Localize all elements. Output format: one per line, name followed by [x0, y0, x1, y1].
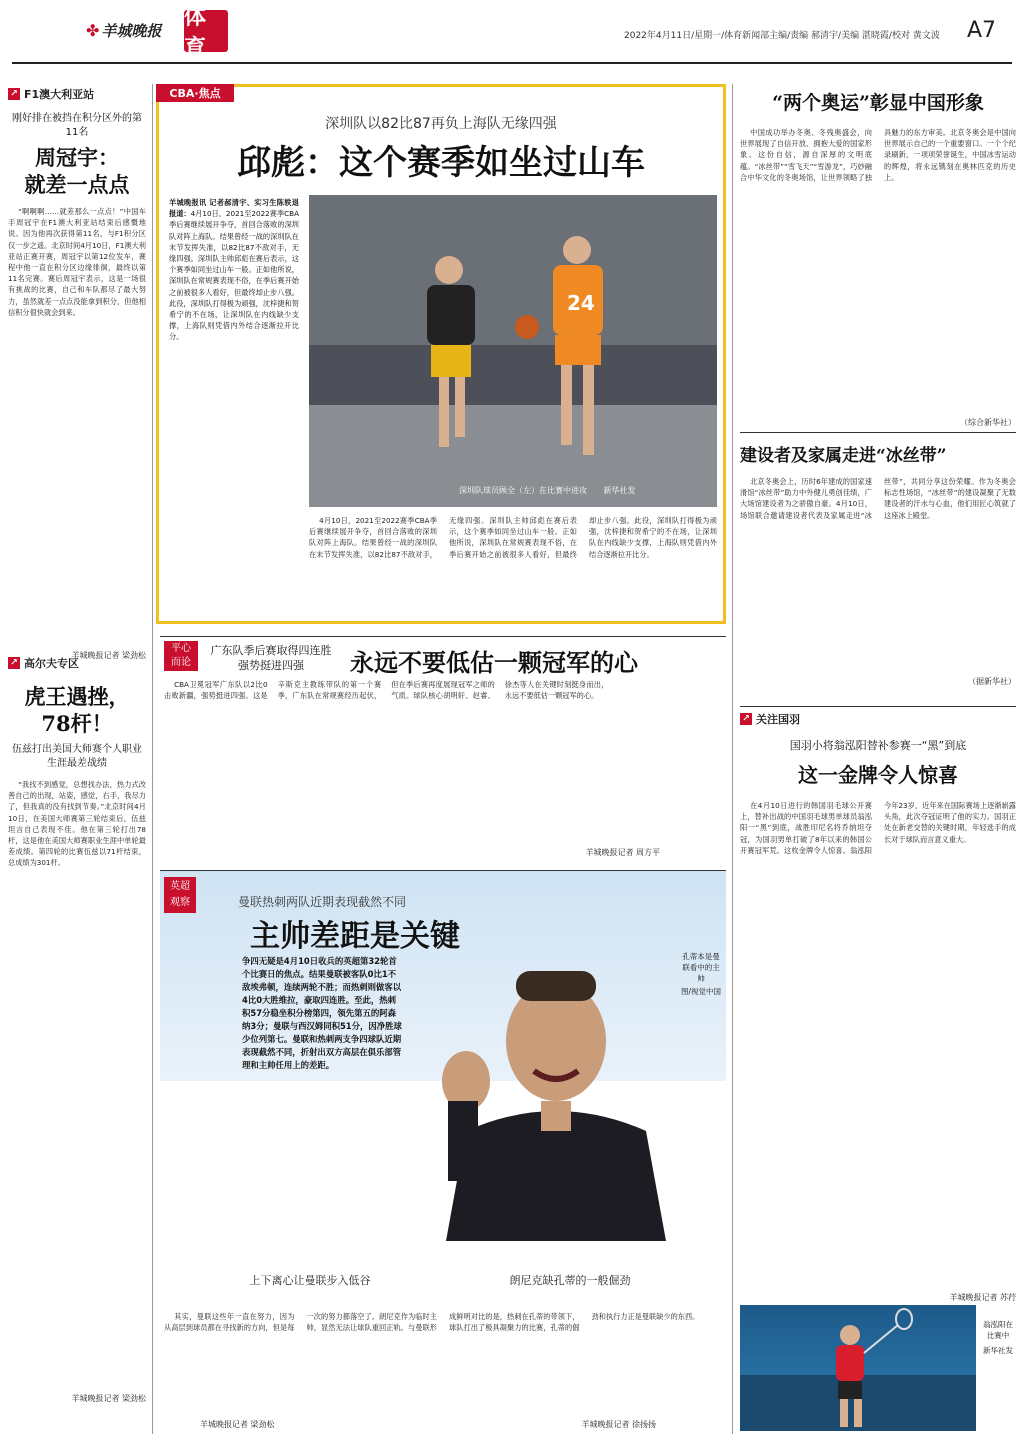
epl-kicker: 曼联热刺两队近期表现截然不同: [238, 895, 407, 909]
badminton-section-label: ↗ 关注国羽: [740, 711, 1016, 727]
golf-article: [8, 655, 146, 1430]
f1-byline: 羊城晚报记者 梁劲松: [71, 651, 146, 660]
cba-tag: CBA·焦点: [156, 84, 234, 102]
section-arrow-icon: ↗: [740, 713, 752, 725]
epl-tag: 英超 观察: [164, 877, 196, 913]
newspaper-logo: [86, 20, 161, 41]
olympics-body: 中国成功举办冬奥、冬残奥盛会，向世界展现了自信开放、拥抱大爱的国家形象。这份自信，源自深厚的文明底蕴。“冰丝带”“雪飞天”“雪游龙”，巧妙融合中华文化的冬奥场馆，让世界领略了独具魅力的东方审美。北京冬奥会是中国向世界展示自己的一个重要窗口。一个个纪录刷新，一项项荣誉诞生，中国冰雪运动的辉煌，将永远镌刻在奥林匹克的历史上。: [740, 128, 1016, 182]
epl-lead: 争四无疑是4月10日收兵的英超第32轮首个比赛日的焦点。结果曼联被客队0比1不敌埃弗顿，连续两轮不胜；而热刺则做客以4比0大胜维拉，豪取四连胜。至此，热刺积57分稳坐积分榜第四，领先第五的阿森纳3分；曼联与西汉姆同积51分，因净胜球少位列第七。曼联和热刺两支争四球队近期表现截然不同，折射出双方高层在俱乐部管理和主帅任用上的差距。: [242, 956, 402, 1070]
never-kicker: 广东队季后赛取得四连胜强势挺进四强: [210, 644, 332, 672]
golf-section-label: ↗ 高尔夫专区: [8, 655, 146, 671]
badminton-byline: 羊城晚报记者 苏荇: [949, 1293, 1016, 1302]
epl-headline: 主帅差距是关键: [250, 919, 460, 954]
page-info: 2022年4月11日/星期一/体育新闻部主编/责编 郝清宇/美编 湛晓霞/校对 黄文波: [624, 31, 940, 41]
never-byline: 羊城晚报记者 周方平: [585, 848, 660, 857]
builders-body: 北京冬奥会上，历时6年建成的国家速滑馆“冰丝带”助力中外健儿勇创佳绩，广大场馆建设者为之骄傲自豪。4月10日，场馆联合邀请建设者代表及家属走进“冰丝带”，共同分享这份荣耀。作为冬奥会标志性场馆，“冰丝带”的建设凝聚了无数建设者的汗水与心血，他们用匠心筑就了这座冰上殿堂。: [740, 477, 1016, 520]
cba-body: 4月10日，2021至2022赛季CBA季后赛继续展开争夺，首回合落败的深圳队对阵上海队。结果曾经一战的深圳队在末节发挥失准，以82比87不敌对手，无缘四强。深圳队主帅邱彪在赛后表示，这个赛季如同坐过山车一般。正如他所说，深圳队在常规赛表现不俗，在季后赛开始之前被很多人看好，但最终却止步八强。此役，深圳队打得极为顽强，沈梓捷和贺希宁的不在场，让深圳队在内线缺少支撑，上海队则凭借内外结合逐渐拉开比分。: [309, 516, 717, 559]
olympics-headline: “两个奥运”彰显中国形象: [772, 92, 984, 114]
f1-body: “啊啊啊……就差那么一点点！”中国车手周冠宇在F1澳大利亚站结束后感慨地说。因为他再次获得第11名，与F1积分区仅一步之遥。北京时间4月10日，F1澳大利亚站正赛开赛，周冠宇以第12位发车，赛程中他一直在积分区边缘徘徊，最终以第11名完赛。赛后周冠宇表示，这是一场很有挑战的比赛，自己和车队都尽了最大努力，虽然就差一点点没能拿到积分，但他相信积分很快就会到来。: [8, 207, 146, 317]
epl-subhead-1: 上下离心让曼联步入低谷: [249, 1274, 371, 1287]
badminton-photo: [740, 1305, 976, 1431]
badminton-body: 在4月10日进行的韩国羽毛球公开赛上，替补出战的中国羽毛球男单球员翁泓阳一“黑”到底，战胜印尼名将乔纳坦夺冠，为国羽男单打破了8年以来的韩国公开赛冠军荒。这枚金牌令人惊喜。翁泓阳今年23岁，近年来在国际赛场上逐渐崭露头角，此次夺冠证明了他的实力。国羽正处在新老交替的关键时期，年轻选手的成长对于球队而言意义重大。: [740, 801, 1016, 855]
coach-image: [406, 931, 676, 1241]
epl-photo: [406, 931, 676, 1241]
cba-body-start: 4月10日，2021至2022赛季CBA季后赛继续展开争夺，首回合落败的深圳队对阵上海队。结果曾经一战的深圳队在末节发挥失准，以82比87不敌对手，无缘四强。深圳队主帅邱彪在赛后表示，这个赛季如同坐过山车一般。正如他所说，深圳队在常规赛表现不俗，在季后赛开始之前被很多人看好，但最终却止步八强。此役，深圳队打得极为顽强，沈梓捷和贺希宁的不在场，让深圳队在内线缺少支撑，上海队则凭借内外结合逐渐拉开比分。: [169, 209, 299, 342]
olympics-byline: （综合新华社）: [960, 418, 1016, 427]
epl-article: [160, 870, 726, 1435]
section-title: 体育: [184, 10, 228, 52]
badminton-photo-caption: 翁泓阳在比赛中 新华社发: [983, 1320, 1013, 1355]
page-number: A7: [967, 18, 997, 43]
badminton-kicker: 国羽小将翁泓阳替补参赛一“黑”到底: [789, 739, 967, 752]
masthead-rule: [12, 62, 1012, 64]
badminton-player-image: [740, 1305, 976, 1431]
golf-byline: 羊城晚报记者 梁劲松: [71, 1394, 146, 1403]
never-article: [160, 636, 726, 866]
f1-kicker: 刚好排在被挡在积分区外的第11名: [12, 113, 142, 138]
olympics-article: [740, 84, 1016, 427]
cba-kicker: 深圳队以82比87再负上海队无缘四强: [325, 116, 557, 132]
logo-text: 羊城晚报: [101, 22, 162, 40]
cba-lead-bold: 羊城晚报讯 记者郝清宇、实习生陈轶退报道：: [169, 198, 299, 219]
golf-headline: 虎王遇挫， 78杆！: [24, 684, 130, 736]
epl-subhead-2: 朗尼克缺孔蒂的一般倔劲: [509, 1274, 631, 1287]
basketball-players-image: [309, 195, 717, 507]
masthead: [12, 4, 1012, 76]
epl-body: 其实，曼联这些年一直在努力，因为从高层到球员都在寻找新的方向，但是每一次的努力都落空了。朗尼克作为临时主帅，显然无法让球队重回正轨。与曼联形成鲜明对比的是，热刺在孔蒂的带领下，球队打出了极具凝聚力的比赛，孔蒂的倔劲和执行力正是曼联缺少的东西。: [164, 1312, 700, 1333]
epl-photo-caption: 孔蒂本是曼联看中的主帅 图/视觉中国: [680, 952, 722, 996]
f1-headline: 周冠宇： 就差一点点: [24, 145, 130, 197]
badminton-headline: 这一金牌令人惊喜: [798, 763, 958, 787]
section-arrow-icon: ↗: [8, 657, 20, 669]
cba-photo: [309, 195, 717, 507]
section-arrow-icon: ↗: [8, 88, 20, 100]
never-tag: 平心 而论: [164, 641, 198, 671]
epl-byline-left: 羊城晚报记者 梁劲松: [200, 1420, 275, 1429]
epl-byline: 羊城晚报记者 徐扬扬: [581, 1420, 656, 1429]
f1-section-label: ↗ F1澳大利亚站: [8, 86, 146, 102]
never-body: CBA卫冕冠军广东队以2比0击败新疆，强势挺进四强。这是辛斯克主教练带队的第一个赛季，广东队在常规赛经历起伏，但在季后赛再度展现冠军之师的气质。球队核心胡明轩、赵睿、徐杰等人在关键时刻挺身而出，永远不要低估一颗冠军的心。: [164, 680, 609, 701]
cba-photo-caption: 深圳队球员顾全（左）在比赛中进攻 新华社发: [459, 486, 636, 495]
never-headline: 永远不要低估一颗冠军的心: [350, 648, 638, 677]
golf-body: “我找不到感觉，总想找办法，热力式改善自己的出现，站姿，感觉，右手，我尽力了，但我真的没有找到节奏。”北京时间4月10日，在美国大师赛第三轮结束后，伍兹坦言自己表现不佳。他在第三轮打出78杆，这是他在美国大师赛职业生涯中单轮最差成绩。第四轮的比赛伍兹以71杆结束，总成绩为301杆。: [8, 780, 146, 868]
builders-byline: （据新华社）: [968, 677, 1016, 686]
f1-article: [8, 86, 146, 660]
svg-text:24: 24: [567, 291, 595, 315]
builders-article: [740, 432, 1016, 692]
cba-headline: 邱彪：这个赛季如坐过山车: [237, 143, 645, 183]
builders-headline: 建设者及家属走进“冰丝带”: [740, 446, 947, 466]
golf-subhead: 伍兹打出美国大师赛个人职业生涯最差战绩: [12, 744, 142, 769]
logo-icon: ✤: [86, 21, 100, 40]
cba-lead: [169, 197, 299, 617]
cba-article: [156, 84, 726, 624]
badminton-article: [740, 706, 1016, 1434]
right-column-divider: [732, 84, 733, 1434]
left-column-divider: [152, 84, 153, 1434]
